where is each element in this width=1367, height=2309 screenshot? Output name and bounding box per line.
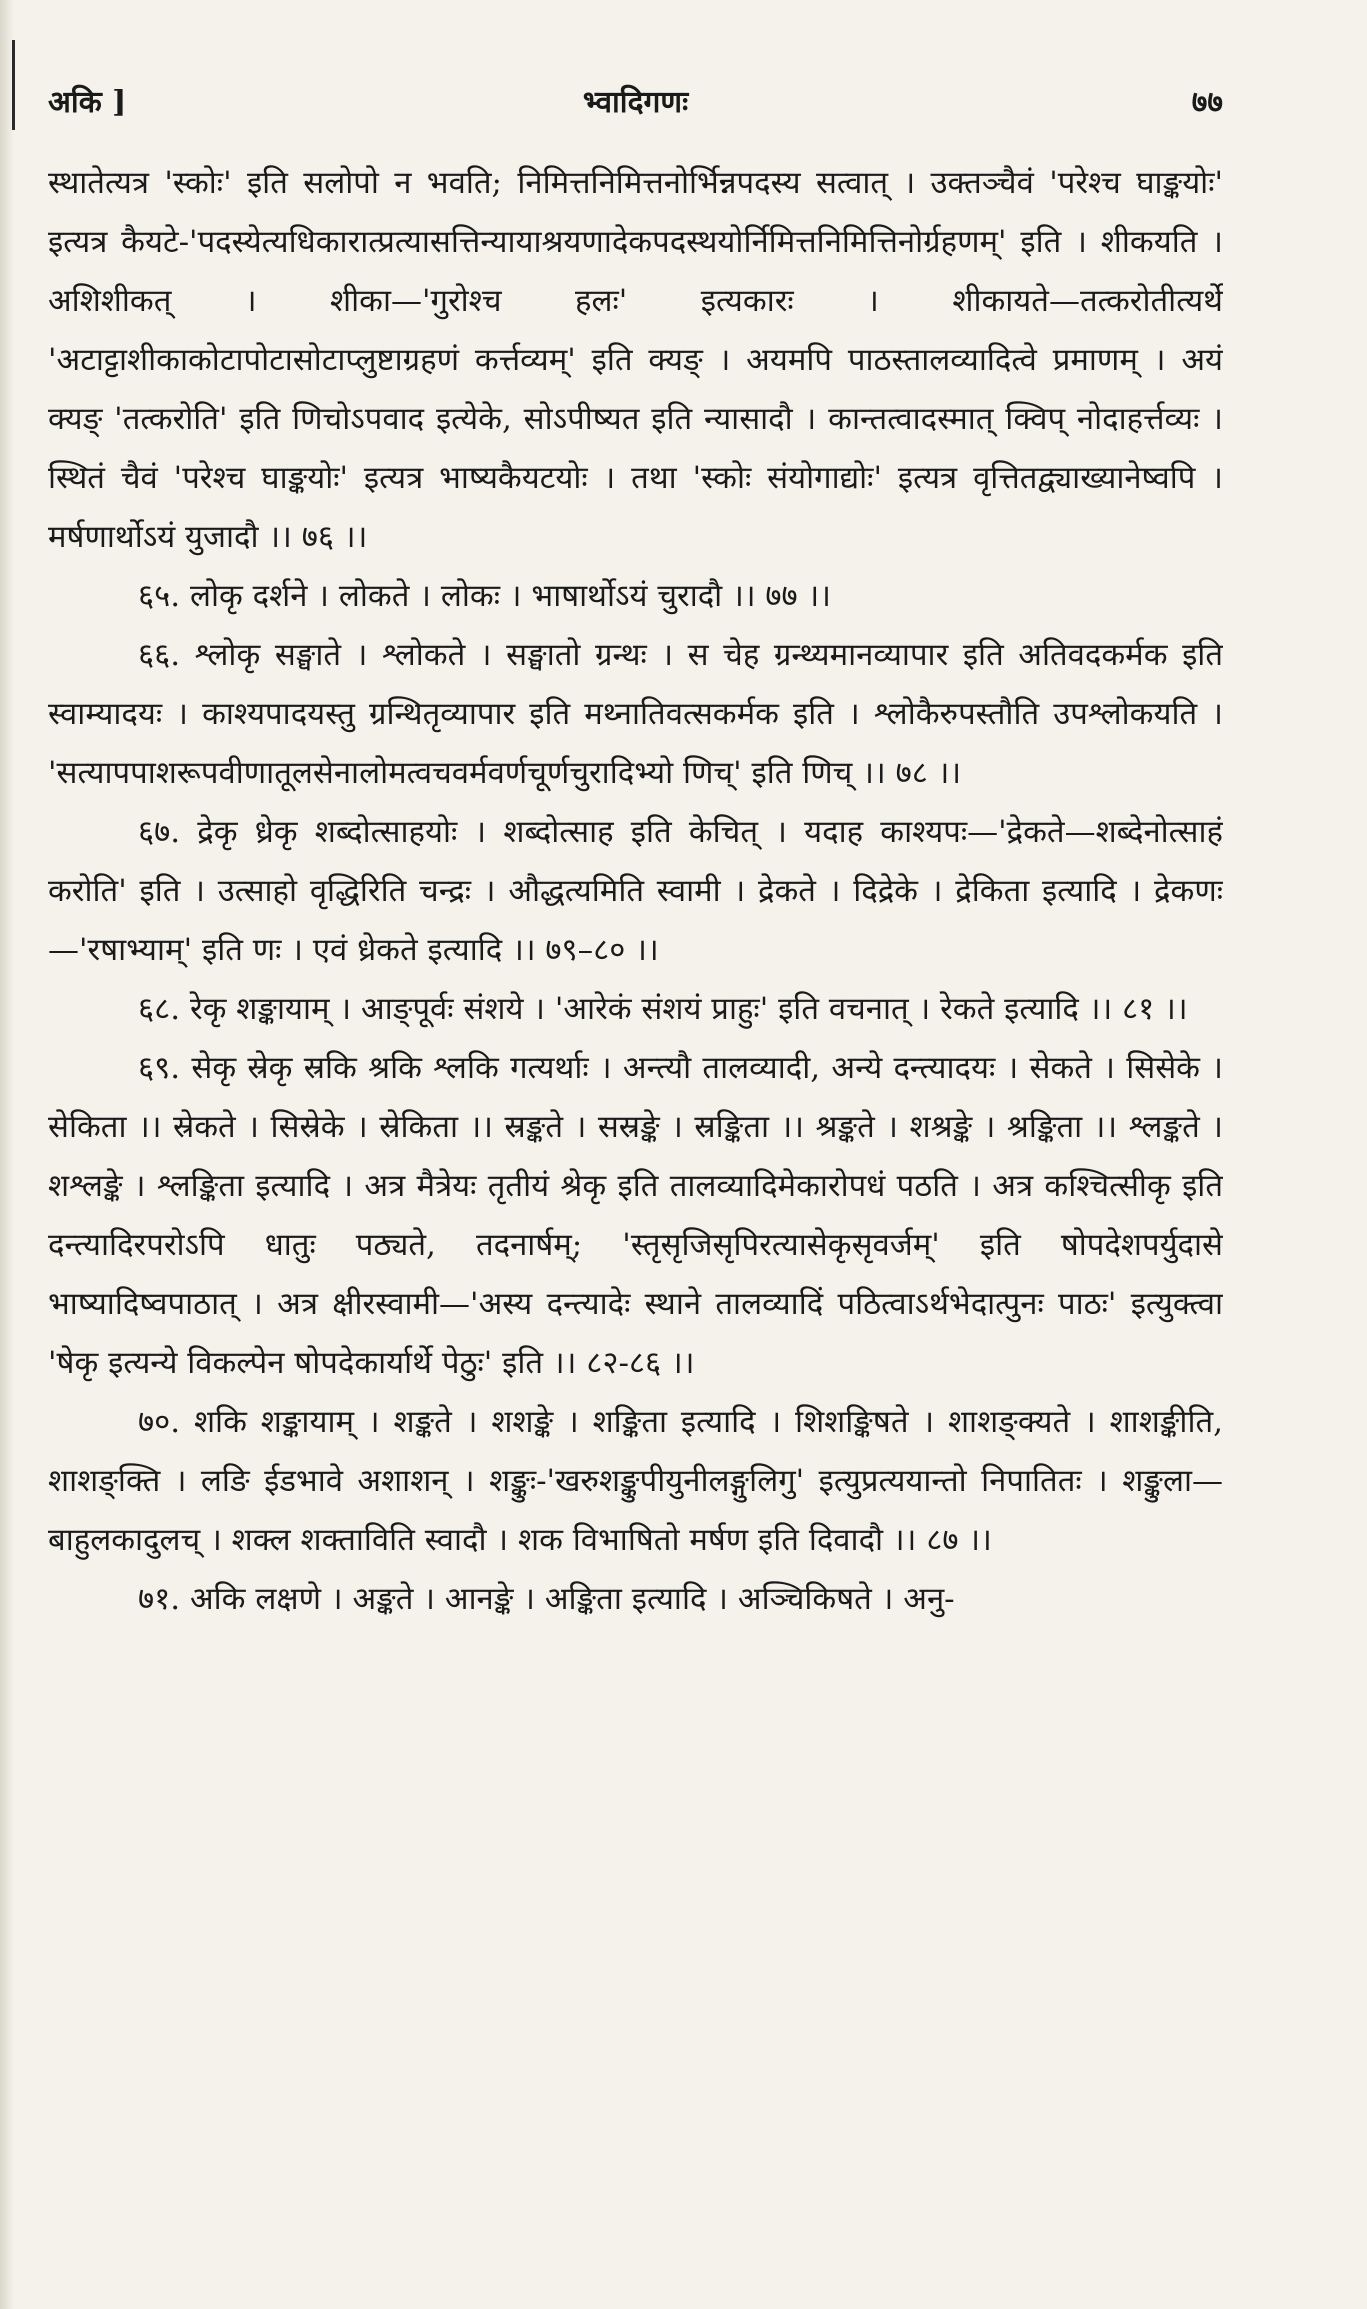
header-section-label: अकि ] <box>48 85 127 120</box>
page-body <box>48 154 1223 1629</box>
paragraph: स्थातेत्यत्र 'स्कोः' इति सलोपो न भवति; निमित्तनिमित्तनोर्भिन्नपदस्य सत्वात् । उक्तञ्चैवं 'परेश्च घाङ्कयोः' इत्यत्र कैयटे-'पदस्येत्यधिकारात्प्रत्यासत्तिन्यायाश्रयणादेकपदस्थयोर्निमित्तनिमित्तिनोर्ग्रहणम्' इति । शीकयति । अशिशीकत् । शीका—'गुरोश्च हलः' इत्यकारः । शीकायते—तत्करोतीत्यर्थे 'अटाट्टाशीकाकोटापोटासोटाप्लुष्टाग्रहणं कर्त्तव्यम्' इति क्यङ् । अयमपि पाठस्तालव्यादित्वे प्रमाणम् । अयं क्यङ् 'तत्करोति' इति णिचोऽपवाद इत्येके, सोऽपीष्यत इति न्यासादौ । कान्तत्वादस्मात् क्विप् नोदाहर्त्तव्यः । स्थितं चैवं 'परेश्च घाङ्कयोः' इत्यत्र भाष्यकैयटयोः । तथा 'स्कोः संयोगाद्योः' इत्यत्र वृत्तितद्व्याख्यानेष्वपि । मर्षणार्थोऽयं युजादौ ।। ७६ ।। <box>48 165 1223 555</box>
paragraph: ६८. रेकृ शङ्कायाम् । आङ्पूर्वः संशये । 'आरेकं संशयं प्राहुः' इति वचनात् । रेकते इत्यादि ।। ८१ ।। <box>138 991 1188 1027</box>
paragraph: ७१. अकि लक्षणे । अङ्कते । आनङ्के । अङ्किता इत्यादि । अञ्चिकिषते । अनु- <box>138 1581 955 1617</box>
paragraph: ६६. श्लोकृ सङ्घाते । श्लोकते । सङ्घातो ग्रन्थः । स चेह ग्रन्थ्यमानव्यापार इति अतिवदकर्मक इति स्वाम्यादयः । काश्यपादयस्तु ग्रन्थितृव्यापार इति मथ्नातिवत्सकर्मक इति । श्लोकैरुपस्तौति उपश्लोकयति । 'सत्यापपाशरूपवीणातूलसेनालोमत्वचवर्मवर्णचूर्णचुरादिभ्यो णिच्' इति णिच् ।। ७८ ।। <box>48 637 1223 791</box>
page-number: ७७ <box>1191 85 1223 120</box>
header-chapter-title: भ्वादिगणः <box>582 85 689 120</box>
binding-line <box>12 40 15 130</box>
paragraph: ७०. शकि शङ्कायाम् । शङ्कते । शशङ्के । शङ्किता इत्यादि । शिशङ्किषते । शाशङ्क्यते । शाशङ्कीति, शाशङ्क्ति । लङि ईडभावे अशाशन् । शङ्कुः-'खरुशङ्कुपीयुनीलङ्गुलिगु' इत्युप्रत्ययान्तो निपातितः । शङ्कुला—बाहुलकादुलच् । शक्ल शक्ताविति स्वादौ । शक विभाषितो मर्षण इति दिवादौ ।। ८७ ।। <box>48 1404 1223 1558</box>
running-header <box>48 70 1223 140</box>
paragraph: ६५. लोकृ दर्शने । लोकते । लोकः । भाषार्थोऽयं चुरादौ ।। ७७ ।। <box>138 578 832 614</box>
paragraph: ६९. सेकृ स्रेकृ स्रकि श्रकि श्लकि गत्यर्थाः । अन्त्यौ तालव्यादी, अन्ये दन्त्यादयः । सेकते । सिसेके । सेकिता ।। स्रेकते । सिस्रेके । स्रेकिता ।। स्रङ्कते । सस्रङ्के । स्रङ्किता ।। श्रङ्कते । शश्रङ्के । श्रङ्किता ।। श्लङ्कते । शश्लङ्के । श्लङ्किता इत्यादि । अत्र मैत्रेयः तृतीयं श्रेकृ इति तालव्यादिमेकारोपधं पठति । अत्र कश्चित्सीकृ इति दन्त्यादिरपरोऽपि धातुः पठ्यते, तदनार्षम्; 'स्तृसृजिसृपिरत्यासेकृसृवर्जम्' इति षोपदेशपर्युदासे भाष्यादिष्वपाठात् । अत्र क्षीरस्वामी—'अस्य दन्त्यादेः स्थाने तालव्यादिं पठित्वाऽर्थभेदात्पुनः पाठः' इत्युक्त्वा 'षेकृ इत्यन्ये विकल्पेन षोपदेकार्यार्थे पेठुः' इति ।। ८२-८६ ।। <box>48 1050 1223 1381</box>
page-spine-shadow <box>0 0 14 2309</box>
book-page <box>48 70 1223 2250</box>
paragraph: ६७. द्रेकृ ध्रेकृ शब्दोत्साहयोः । शब्दोत्साह इति केचित् । यदाह काश्यपः—'द्रेकते—शब्देनोत्साहं करोति' इति । उत्साहो वृद्धिरिति चन्द्रः । औद्धत्यमिति स्वामी । द्रेकते । दिद्रेके । द्रेकिता इत्यादि । द्रेकणः—'रषाभ्याम्' इति णः । एवं ध्रेकते इत्यादि ।। ७९–८० ।। <box>48 814 1223 968</box>
